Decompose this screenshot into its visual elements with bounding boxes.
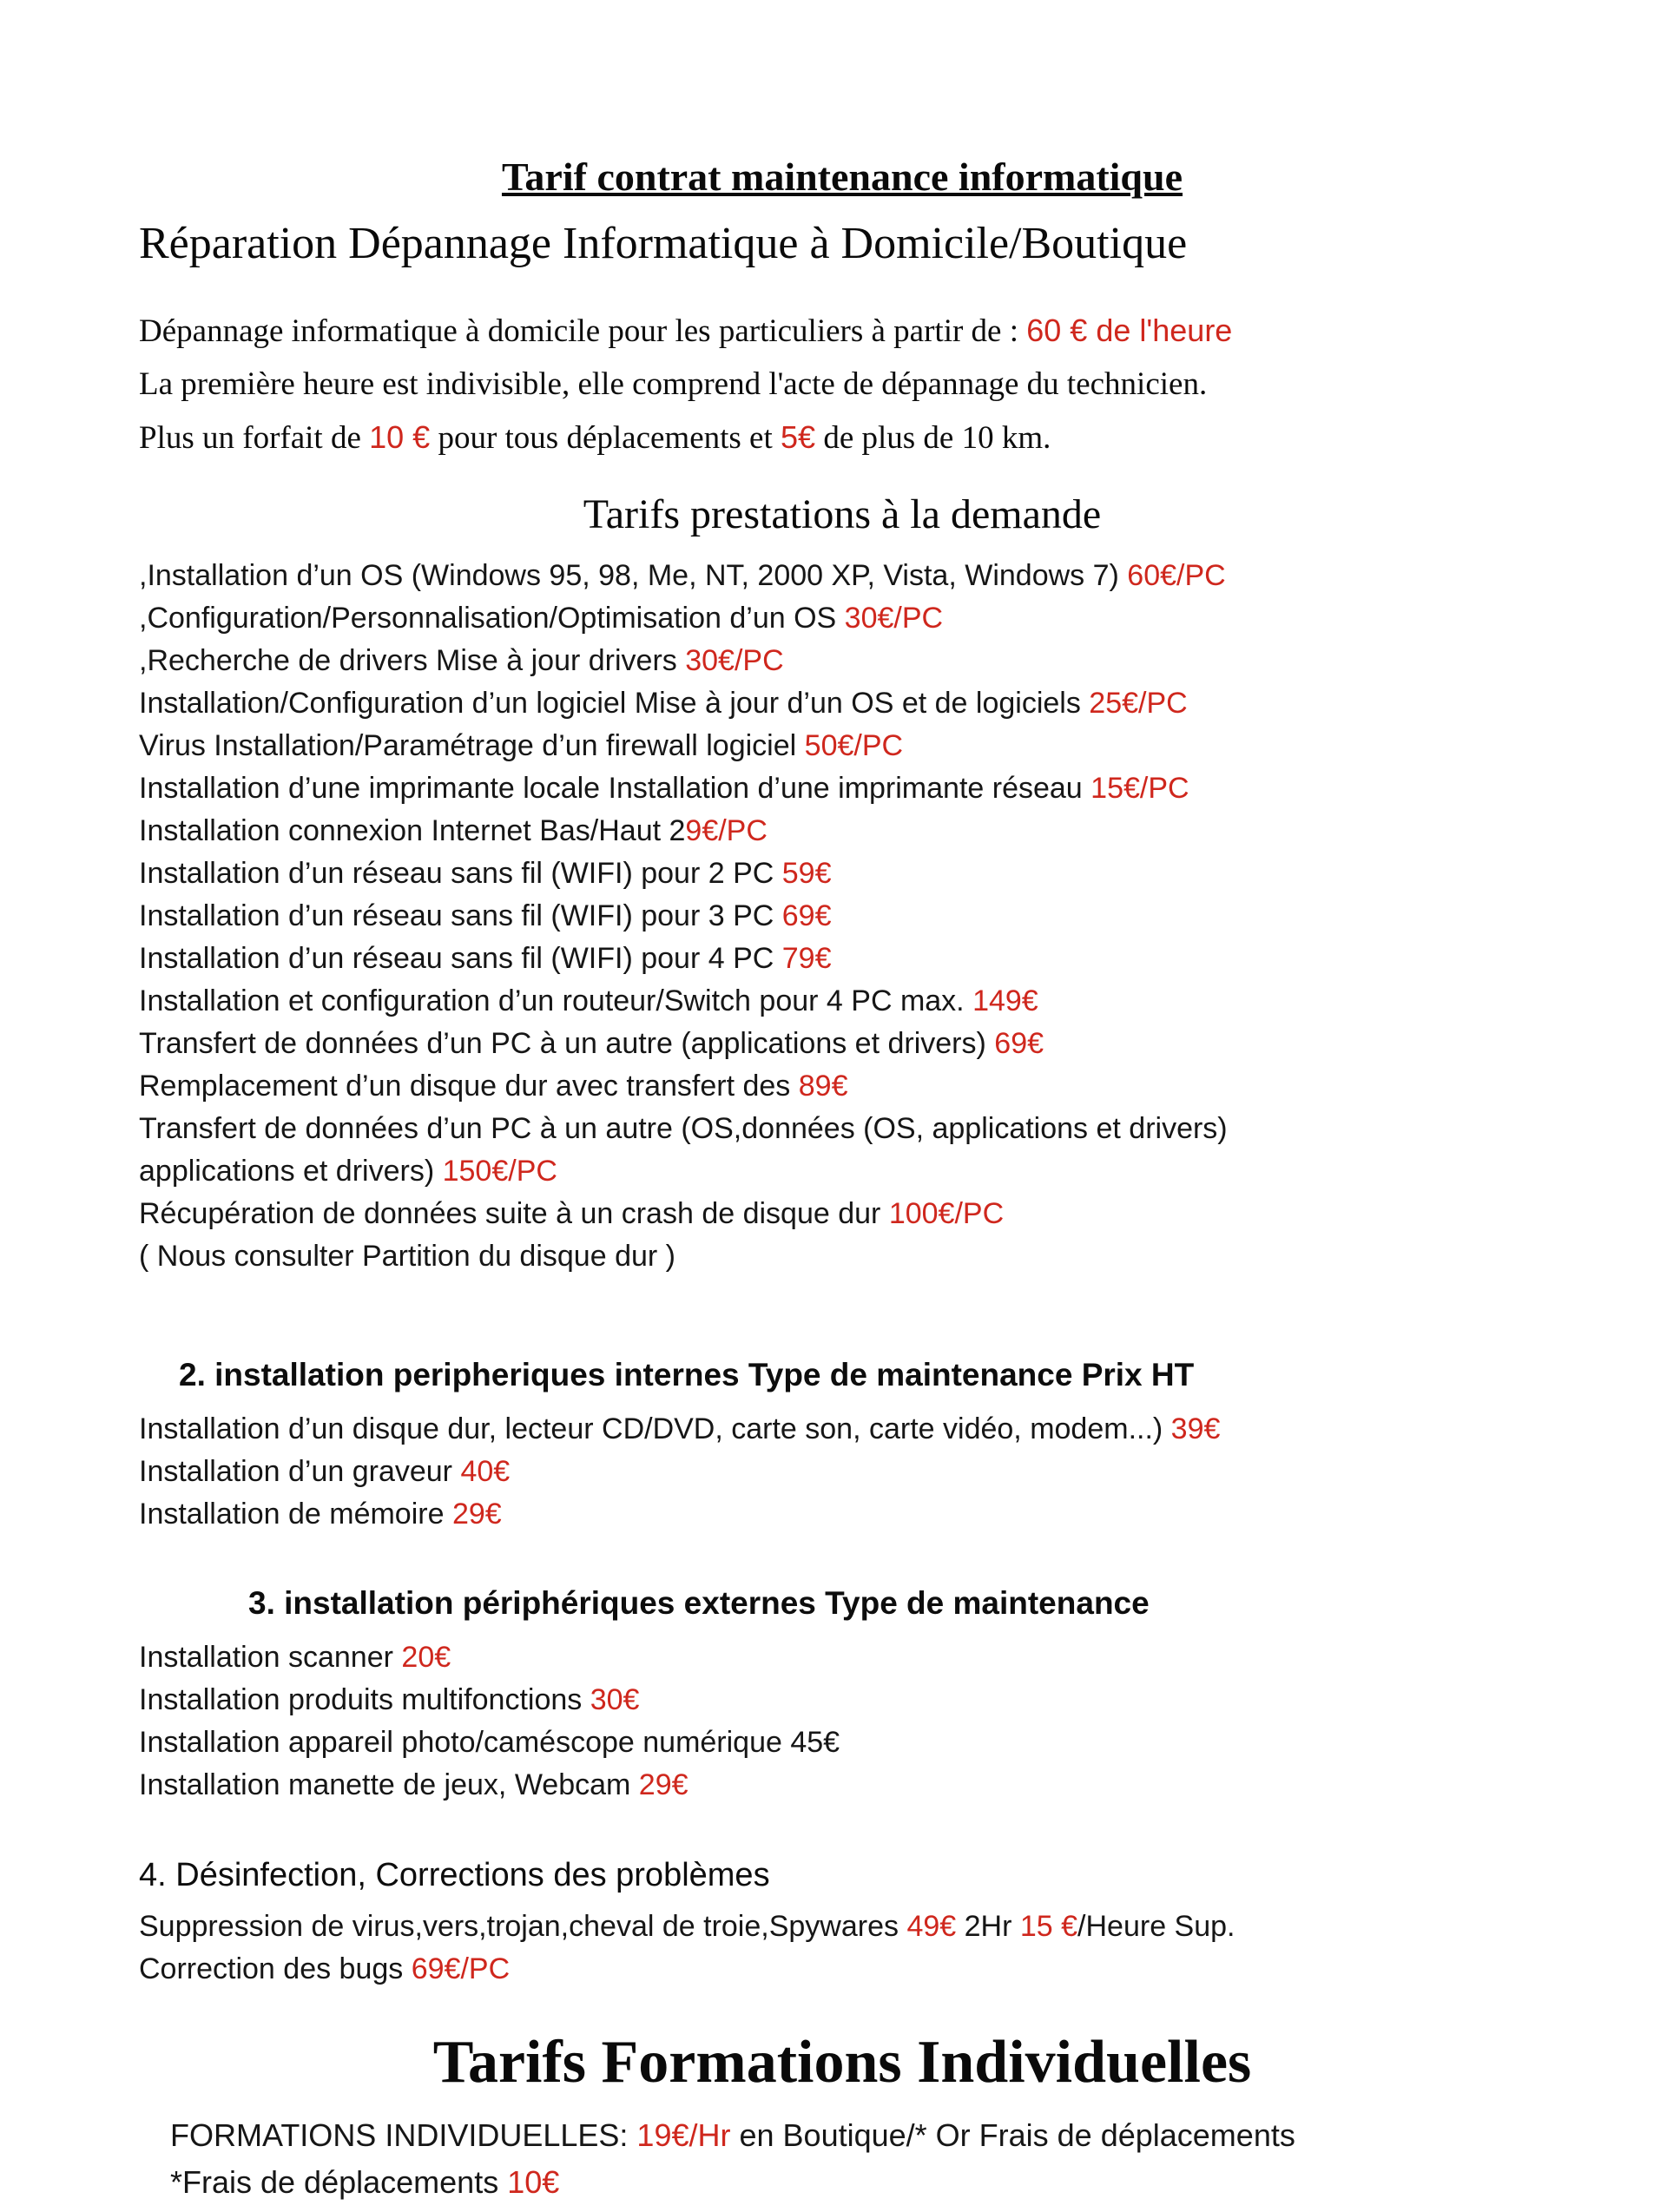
- line-text: 2Hr: [956, 1910, 1020, 1943]
- price-value: 10€: [507, 2164, 560, 2200]
- price-value: 79€: [781, 942, 832, 975]
- line-text: Remplacement d’un disque dur avec transfert des: [139, 1070, 799, 1103]
- section-heading-peripheriques-internes: 2. installation peripheriques internes Type de maintenance Prix HT: [179, 1357, 1195, 1392]
- line-text: Transfert de données d’un PC à un autre (OS,données (OS, applications et drivers): [139, 1112, 1228, 1145]
- line-text: /Heure Sup.: [1077, 1910, 1235, 1943]
- line-text: ( Nous consulter Partition du disque dur ): [139, 1240, 675, 1273]
- line-text: Suppression de virus,vers,trojan,cheval de troie,Spywares: [139, 1910, 907, 1943]
- line-text: Installation d’un disque dur, lecteur CD/DVD, carte son, carte vidéo, modem...): [139, 1412, 1171, 1445]
- text-line: [139, 1906, 1545, 1948]
- text-line: [139, 640, 1545, 682]
- line-text: FORMATIONS INDIVIDUELLES:: [170, 2117, 637, 2153]
- line-text: Installation appareil photo/caméscope numérique 45€: [139, 1726, 840, 1759]
- formations-lines: [170, 2112, 1545, 2206]
- price-list-desinfection: [139, 1906, 1545, 1991]
- price-value: 49€: [906, 1910, 957, 1943]
- line-text: de plus de 10 km.: [815, 420, 1051, 456]
- text-line: [170, 2159, 1545, 2206]
- price-value: 150€/PC: [442, 1155, 557, 1188]
- text-line: [139, 895, 1545, 938]
- line-text: ,Configuration/Personnalisation/Optimisation d’un OS: [139, 602, 845, 635]
- text-line: [139, 853, 1545, 895]
- price-value: 40€: [460, 1455, 511, 1488]
- price-list-peripheriques-internes: [139, 1408, 1545, 1536]
- price-value: 149€: [972, 984, 1038, 1017]
- section-heading-prestations: Tarifs prestations à la demande: [583, 491, 1102, 537]
- text-line: [139, 725, 1545, 767]
- price-value: 10 €: [369, 419, 431, 455]
- text-line: [139, 304, 1545, 358]
- text-line: [139, 597, 1545, 640]
- text-line: [139, 767, 1545, 810]
- line-text: Installation manette de jeux, Webcam: [139, 1768, 639, 1801]
- line-text: Installation d’un réseau sans fil (WIFI) pour 4 PC: [139, 942, 782, 975]
- price-value: 30€: [590, 1683, 640, 1716]
- line-text: ,Recherche de drivers Mise à jour drivers: [139, 644, 686, 677]
- price-value: 89€: [798, 1070, 848, 1103]
- text-line: [139, 1764, 1545, 1807]
- line-text: Installation scanner: [139, 1641, 402, 1674]
- price-value: 60 € de l'heure: [1026, 313, 1233, 348]
- line-text: Installation et configuration d’un routeur/Switch pour 4 PC max.: [139, 984, 973, 1017]
- price-value: 29€: [451, 1498, 502, 1531]
- text-line: [139, 1235, 1545, 1278]
- text-line: [139, 938, 1545, 980]
- section-heading-desinfection: 4. Désinfection, Corrections des problèmes: [139, 1857, 770, 1893]
- price-value: 30€/PC: [685, 644, 784, 677]
- price-value: 25€/PC: [1089, 687, 1188, 720]
- text-line: [139, 411, 1545, 464]
- line-text: ,Installation d’un OS (Windows 95, 98, Me, NT, 2000 XP, Vista, Windows 7): [139, 559, 1128, 592]
- line-text: pour tous déplacements et: [430, 420, 781, 456]
- line-text: *Frais de déplacements: [170, 2164, 508, 2200]
- text-line: [139, 1065, 1545, 1108]
- text-line: [139, 1023, 1545, 1065]
- text-line: [139, 810, 1545, 853]
- text-line: [139, 1493, 1545, 1536]
- formations-title: Tarifs Formations Individuelles: [432, 2029, 1252, 2096]
- line-text: Installation connexion Internet Bas/Haut 2: [139, 814, 686, 847]
- text-line: [139, 980, 1545, 1023]
- section-heading-peripheriques-externes: 3. installation périphériques externes Type de maintenance: [248, 1585, 1150, 1621]
- line-text: Installation d’un réseau sans fil (WIFI) pour 2 PC: [139, 857, 782, 890]
- price-value: 69€/PC: [411, 1952, 511, 1985]
- text-line: [139, 358, 1545, 411]
- text-line: [139, 682, 1545, 725]
- line-text: Récupération de données suite à un crash de disque dur: [139, 1197, 889, 1230]
- price-value: 9€/PC: [685, 814, 768, 847]
- text-line: [139, 555, 1545, 597]
- price-list-peripheriques-externes: [139, 1636, 1545, 1807]
- line-text: Installation d’une imprimante locale Installation d’une imprimante réseau: [139, 772, 1091, 805]
- price-value: 5€: [781, 419, 816, 455]
- text-line: [139, 1679, 1545, 1722]
- price-value: 19€/Hr: [636, 2117, 731, 2153]
- text-line: [139, 1722, 1545, 1764]
- line-text: Installation produits multifonctions: [139, 1683, 590, 1716]
- text-line: [139, 1193, 1545, 1235]
- price-value: 20€: [401, 1641, 451, 1674]
- line-text: Installation d’un réseau sans fil (WIFI) pour 3 PC: [139, 899, 782, 932]
- line-text: Installation d’un graveur: [139, 1455, 461, 1488]
- price-value: 50€/PC: [804, 729, 904, 762]
- price-value: 100€/PC: [888, 1197, 1005, 1230]
- line-text: Installation/Configuration d’un logiciel Mise à jour d’un OS et de logiciels: [139, 687, 1090, 720]
- price-value: 30€/PC: [844, 602, 944, 635]
- text-line: [139, 1636, 1545, 1679]
- text-line: [139, 1150, 1545, 1193]
- price-value: 15€/PC: [1090, 772, 1189, 805]
- intro-paragraph: [139, 304, 1545, 464]
- document-title: Tarif contrat maintenance informatique: [501, 155, 1183, 199]
- price-value: 15 €: [1019, 1910, 1078, 1943]
- price-value: 69€: [994, 1027, 1044, 1060]
- text-line: [170, 2112, 1545, 2159]
- line-text: La première heure est indivisible, elle comprend l'acte de dépannage du technicien.: [139, 366, 1208, 402]
- line-text: en Boutique/* Or Frais de déplacements: [730, 2117, 1295, 2153]
- text-line: [139, 1451, 1545, 1493]
- line-text: Installation de mémoire: [139, 1498, 452, 1531]
- price-value: 29€: [638, 1768, 689, 1801]
- line-text: Correction des bugs: [139, 1952, 412, 1985]
- document-subtitle: Réparation Dépannage Informatique à Domicile/Boutique: [139, 219, 1188, 268]
- price-list-prestations: [139, 555, 1545, 1278]
- line-text: applications et drivers): [139, 1155, 443, 1188]
- price-value: 69€: [781, 899, 832, 932]
- price-value: 59€: [781, 857, 832, 890]
- line-text: Virus Installation/Paramétrage d’un firewall logiciel: [139, 729, 805, 762]
- line-text: Plus un forfait de: [139, 420, 370, 456]
- price-value: 39€: [1170, 1412, 1221, 1445]
- text-line: [139, 1108, 1545, 1150]
- line-text: Dépannage informatique à domicile pour les particuliers à partir de :: [139, 313, 1027, 349]
- line-text: Transfert de données d’un PC à un autre (applications et drivers): [139, 1027, 995, 1060]
- text-line: [139, 1408, 1545, 1451]
- text-line: [139, 1948, 1545, 1991]
- price-value: 60€/PC: [1127, 559, 1226, 592]
